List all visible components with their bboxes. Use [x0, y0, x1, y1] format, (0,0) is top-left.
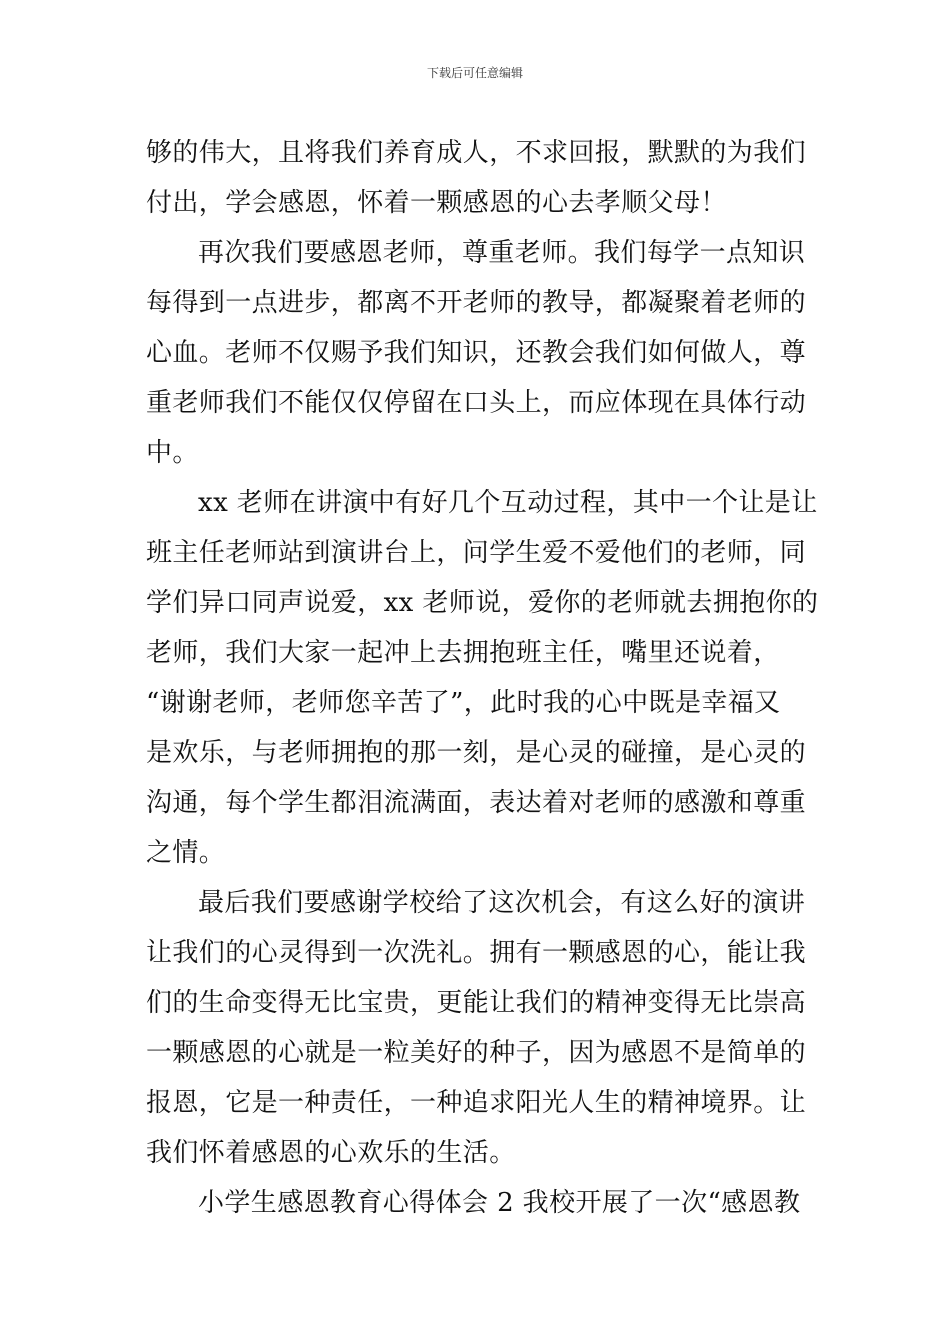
text-line: 够的伟大，且将我们养育成人，不求回报，默默的为我们: [146, 138, 807, 168]
page-header: 下载后可任意编辑: [426, 66, 523, 80]
text-line: 心血。老师不仅赐予我们知识，还教会我们如何做人，尊: [146, 338, 807, 368]
text-line: 重老师我们不能仅仅停留在口头上，而应体现在具体行动: [146, 388, 807, 418]
text-line: 班主任老师站到演讲台上，问学生爱不爱他们的老师，同: [146, 538, 807, 568]
text-line: 我们怀着感恩的心欢乐的生活。: [146, 1138, 516, 1168]
text-line: 让我们的心灵得到一次洗礼。拥有一颗感恩的心，能让我: [146, 938, 807, 968]
text-line: 报恩，它是一种责任，一种追求阳光人生的精神境界。让: [146, 1088, 807, 1118]
text-line: 之情。: [146, 838, 226, 868]
text-line: 付出，学会感恩，怀着一颗感恩的心去孝顺父母！: [146, 188, 727, 218]
text-line: 最后我们要感谢学校给了这次机会，有这么好的演讲: [198, 888, 806, 918]
text-line: 们的生命变得无比宝贵，更能让我们的精神变得无比崇高: [146, 988, 807, 1018]
paragraph: [146, 1178, 811, 1228]
text-line: 学们异口同声说爱，xx 老师说，爱你的老师就去拥抱你的: [146, 588, 819, 618]
text-line: 一颗感恩的心就是一粒美好的种子，因为感恩不是简单的: [146, 1038, 807, 1068]
paragraph: [146, 878, 811, 1178]
paragraph: [146, 128, 811, 228]
text-line: 是欢乐，与老师拥抱的那一刻，是心灵的碰撞，是心灵的: [146, 738, 807, 768]
text-line: 每得到一点进步，都离不开老师的教导，都凝聚着老师的: [146, 288, 807, 318]
text-line: “谢谢老师，老师您辛苦了”，此时我的心中既是幸福又: [146, 688, 781, 718]
paragraph: [146, 478, 819, 878]
text-line: 小学生感恩教育心得体会 2 我校开展了一次“感恩教: [198, 1188, 801, 1218]
text-line: 中。: [146, 438, 199, 468]
text-line: 老师，我们大家一起冲上去拥抱班主任，嘴里还说着，: [146, 638, 780, 668]
text-line: xx 老师在讲演中有好几个互动过程，其中一个让是让: [198, 488, 818, 518]
text-line: 再次我们要感恩老师，尊重老师。我们每学一点知识: [198, 238, 806, 268]
paragraph: [146, 228, 811, 478]
text-line: 沟通，每个学生都泪流满面，表达着对老师的感激和尊重: [146, 788, 807, 818]
document-body: [146, 128, 819, 1228]
